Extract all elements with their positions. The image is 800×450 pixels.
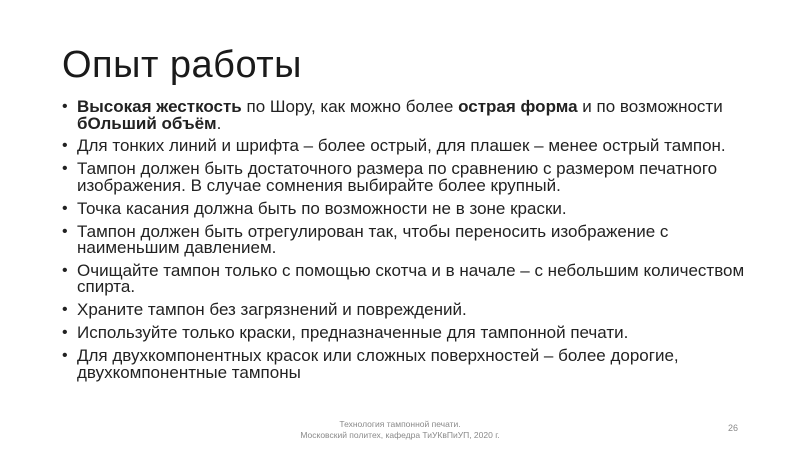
bullet-text: Очищайте тампон только с помощью скотча и в начале – с небольшим количеством спирта.: [77, 260, 745, 297]
bullet-dot-icon: •: [62, 160, 68, 178]
bullet-text: и по возможности: [577, 97, 723, 116]
bullet-item: [62, 161, 752, 194]
bullet-text: Тампон должен быть отрегулирован так, чтобы переносить изображение с наименьшим давлением.: [77, 221, 669, 258]
bullet-text: Точка касания должна быть по возможности не в зоне краски.: [77, 198, 567, 218]
bullet-dot-icon: •: [62, 261, 68, 279]
bullet-dot-icon: •: [62, 199, 68, 217]
bullet-item: [62, 348, 752, 381]
bullet-dot-icon: •: [62, 222, 68, 240]
bullet-text: Тампон должен быть достаточного размера по сравнению с размером печатного изображения. В случае сомнения выбирайте более крупный.: [77, 159, 718, 195]
bullet-text: Храните тампон без загрязнений и повреждений.: [77, 300, 467, 320]
bullet-text: Для двухкомпонентных красок или сложных поверхностей – более дорогие, двухкомпонентные тампоны: [77, 346, 679, 382]
bullet-item: [62, 138, 752, 155]
footer: [0, 419, 800, 441]
bullet-list: [62, 99, 752, 388]
bullet-dot-icon: •: [62, 347, 68, 365]
bullet-text-bold: бОльший объём: [77, 113, 217, 133]
bullet-text-bold: острая форма: [458, 97, 578, 116]
bullet-text: .: [216, 113, 222, 133]
bullet-dot-icon: •: [62, 301, 68, 319]
bullet-item: [62, 221, 752, 258]
bullet-text: Для тонких линий и шрифта – более острый, для плашек – менее острый тампон.: [77, 136, 726, 156]
bullet-dot-icon: •: [62, 324, 68, 342]
bullet-item: [62, 198, 752, 218]
bullet-text-bold: Высокая жесткость: [77, 97, 242, 116]
bullet-item: [62, 302, 752, 319]
bullet-item: [62, 260, 752, 297]
bullet-item: [62, 325, 752, 342]
bullet-item: [62, 99, 752, 132]
footer-line-1: Технология тампонной печати.: [339, 419, 461, 429]
bullet-dot-icon: •: [62, 98, 68, 115]
slide-title: Опыт работы: [62, 44, 302, 86]
bullet-text: Используйте только краски, предназначенные для тампонной печати.: [77, 323, 629, 343]
page-number: 26: [727, 423, 738, 433]
bullet-text: по Шору, как можно более: [241, 97, 459, 116]
footer-line-2: Московский политех, кафедра ТиУКвПиУП, 2020 г.: [300, 430, 500, 440]
bullet-dot-icon: •: [62, 137, 68, 155]
